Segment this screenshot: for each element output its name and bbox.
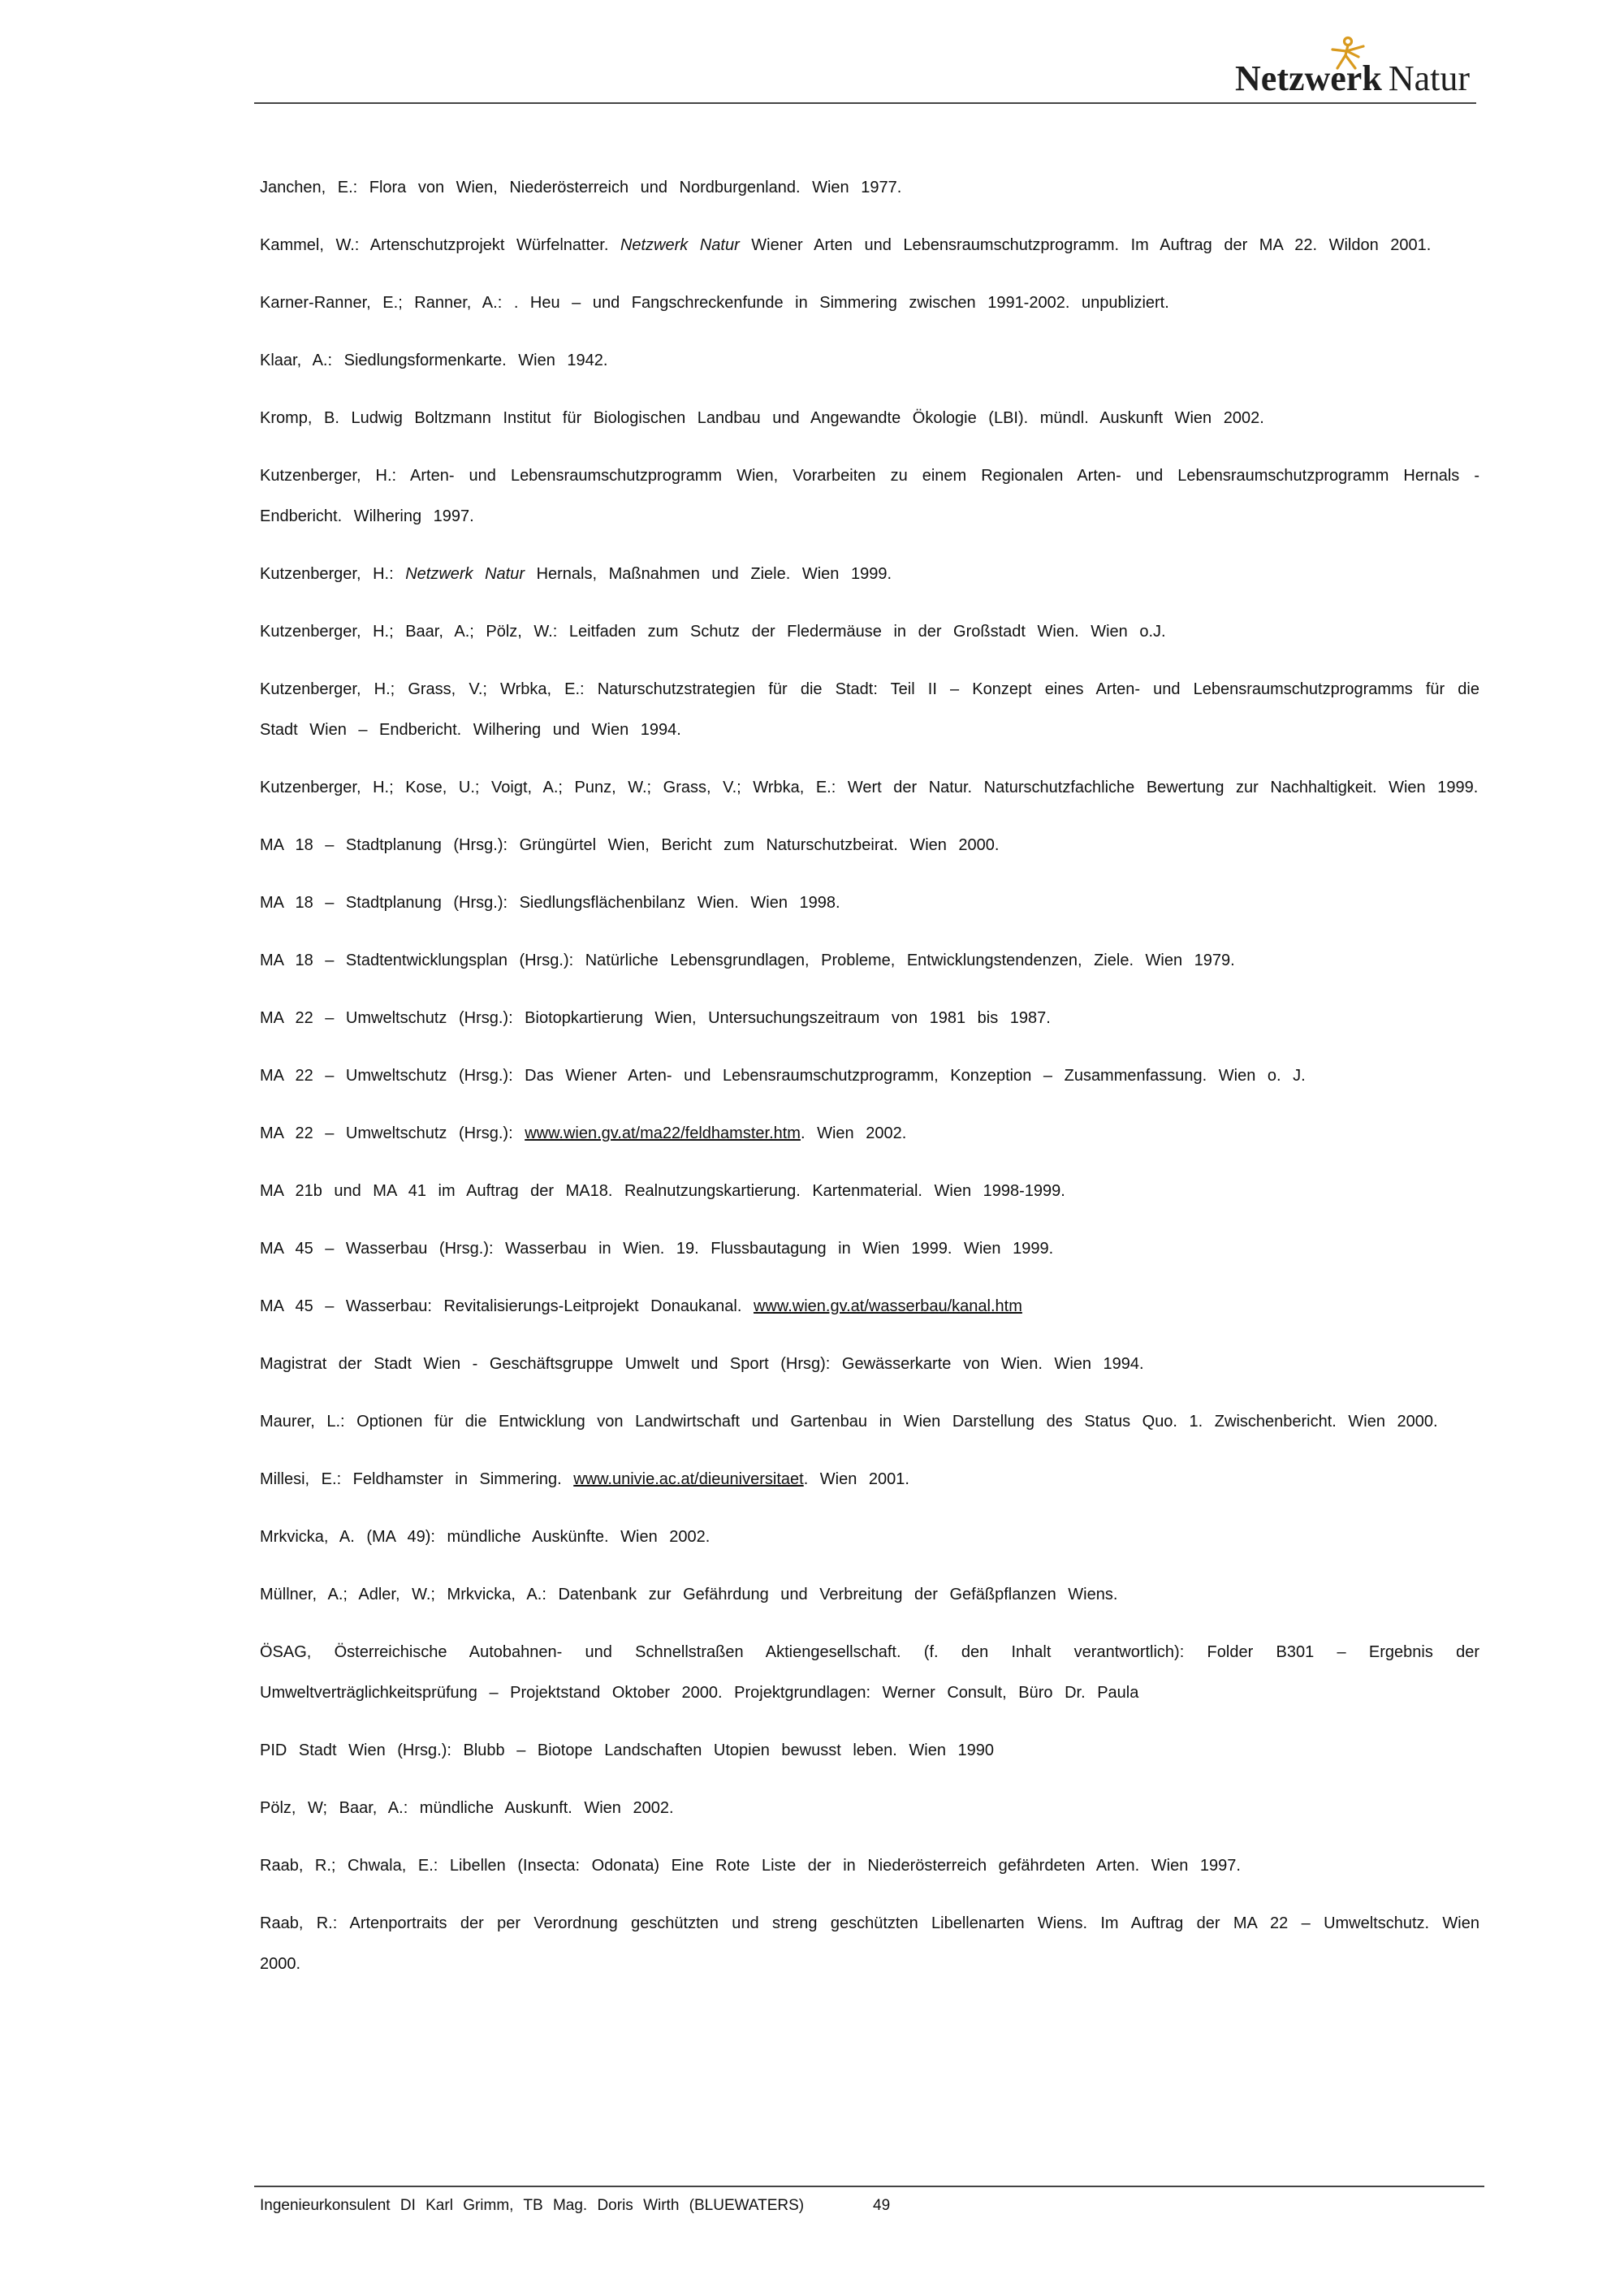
reference-entry: MA 18 – Stadtplanung (Hrsg.): Grüngürtel Wien, Bericht zum Naturschutzbeirat. Wien 2000. <box>260 836 1000 854</box>
reference-link[interactable]: www.wien.gv.at/ma22/feldhamster.htm <box>525 1124 801 1142</box>
reference-entry: Pölz, W; Baar, A.: mündliche Auskunft. Wien 2002. <box>260 1799 674 1817</box>
reference-entry: Müllner, A.; Adler, W.; Mrkvicka, A.: Datenbank zur Gefährdung und Verbreitung der Gefäßpflanzen Wiens. <box>260 1586 1118 1603</box>
reference-entry: Mrkvicka, A. (MA 49): mündliche Auskünfte. Wien 2002. <box>260 1528 710 1546</box>
reference-text: Wiener Arten und Lebensraumschutzprogramm. Im Auftrag der MA 22. Wildon 2001. <box>739 236 1432 254</box>
reference-text: Kutzenberger, H.: <box>260 565 406 583</box>
reference-text: Kammel, W.: Artenschutzprojekt Würfelnatter. <box>260 236 620 254</box>
reference-entry: ÖSAG, Österreichische Autobahnen- und Schnellstraßen Aktiengesellschaft. (f. den Inhalt verantwortlich): Folder B301 – Ergebnis der Umweltverträglichkeitsprüfung – Projektstand Oktober 2000. Projektgrundlagen: Werner Consult, Büro Dr. Paula <box>260 1643 1479 1702</box>
logo-word-natur: Natur <box>1388 58 1470 98</box>
reference-entry: Raab, R.: Artenportraits der per Verordnung geschützten und streng geschützten Libellenarten Wiens. Im Auftrag der MA 22 – Umweltschutz. Wien 2000. <box>260 1914 1479 1973</box>
reference-entry: Klaar, A.: Siedlungsformenkarte. Wien 1942. <box>260 352 608 369</box>
header-divider <box>254 102 1476 104</box>
reference-text: Hernals, Maßnahmen und Ziele. Wien 1999. <box>525 565 892 583</box>
reference-entry: MA 22 – Umweltschutz (Hrsg.): Biotopkartierung Wien, Untersuchungszeitraum von 1981 bis 1987. <box>260 1009 1051 1027</box>
reference-entry <box>260 1459 1479 1500</box>
reference-entry: MA 22 – Umweltschutz (Hrsg.): Das Wiener Arten- und Lebensraumschutzprogramm, Konzeption – Zusammenfassung. Wien o. J. <box>260 1067 1306 1085</box>
reference-entry: Magistrat der Stadt Wien - Geschäftsgruppe Umwelt und Sport (Hrsg): Gewässerkarte von Wien. Wien 1994. <box>260 1355 1144 1373</box>
page-footer <box>254 2186 1484 2218</box>
reference-entry: Kutzenberger, H.; Grass, V.; Wrbka, E.: Naturschutzstrategien für die Stadt: Teil II – Konzept eines Arten- und Lebensraumschutzprogramms für die Stadt Wien – Endbericht. Wilhering und Wien 1994. <box>260 680 1479 739</box>
page-header <box>254 24 1476 104</box>
logo-wordmark <box>1202 58 1470 99</box>
reference-entry: Karner-Ranner, E.; Ranner, A.: . Heu – und Fangschreckenfunde in Simmering zwischen 1991-2002. unpubliziert. <box>260 294 1169 312</box>
reference-text: Millesi, E.: Feldhamster in Simmering. <box>260 1470 574 1488</box>
reference-entry: MA 18 – Stadtplanung (Hrsg.): Siedlungsflächenbilanz Wien. Wien 1998. <box>260 894 840 912</box>
reference-italic-title: Netzwerk Natur <box>620 236 740 254</box>
reference-entry: Kutzenberger, H.; Kose, U.; Voigt, A.; Punz, W.; Grass, V.; Wrbka, E.: Wert der Natur. Naturschutzfachliche Bewertung zur Nachhaltigkeit. Wien 1999. <box>260 779 1479 796</box>
reference-text: MA 45 – Wasserbau: Revitalisierungs-Leitprojekt Donaukanal. <box>260 1297 754 1315</box>
reference-entry <box>260 1286 1479 1327</box>
reference-entry: Kutzenberger, H.: Arten- und Lebensraumschutzprogramm Wien, Vorarbeiten zu einem Regionalen Arten- und Lebensraumschutzprogramm Hernals - Endbericht. Wilhering 1997. <box>260 467 1479 525</box>
reference-text: MA 22 – Umweltschutz (Hrsg.): <box>260 1124 525 1142</box>
reference-entry: Kromp, B. Ludwig Boltzmann Institut für Biologischen Landbau und Angewandte Ökologie (LBI). mündl. Auskunft Wien 2002. <box>260 409 1264 427</box>
reference-entry: Janchen, E.: Flora von Wien, Niederösterreich und Nordburgenland. Wien 1977. <box>260 179 902 196</box>
reference-entry <box>260 1113 1479 1154</box>
footer-authors: Ingenieurkonsulent DI Karl Grimm, TB Mag. Doris Wirth (BLUEWATERS) <box>260 2197 805 2214</box>
reference-entry: Raab, R.; Chwala, E.: Libellen (Insecta: Odonata) Eine Rote Liste der in Niederösterreich gefährdeten Arten. Wien 1997. <box>260 1857 1241 1875</box>
reference-entry <box>260 225 1479 265</box>
footer-divider <box>254 2186 1484 2187</box>
reference-link[interactable]: www.univie.ac.at/dieuniversitaet <box>573 1470 804 1488</box>
reference-italic-title: Netzwerk Natur <box>405 565 525 583</box>
reference-entry: Maurer, L.: Optionen für die Entwicklung von Landwirtschaft und Gartenbau in Wien Darstellung des Status Quo. 1. Zwischenbericht. Wien 2000. <box>260 1413 1438 1431</box>
logo-word-netzwerk: Netzwerk <box>1235 58 1382 98</box>
reference-entry: MA 18 – Stadtentwicklungsplan (Hrsg.): Natürliche Lebensgrundlagen, Probleme, Entwicklungstendenzen, Ziele. Wien 1979. <box>260 952 1235 969</box>
reference-entry: MA 21b und MA 41 im Auftrag der MA18. Realnutzungskartierung. Kartenmaterial. Wien 1998-1999. <box>260 1182 1065 1200</box>
reference-text: . Wien 2002. <box>800 1124 907 1142</box>
reference-text: . Wien 2001. <box>803 1470 909 1488</box>
reference-link[interactable]: www.wien.gv.at/wasserbau/kanal.htm <box>753 1297 1022 1315</box>
reference-list <box>260 167 1479 2001</box>
reference-entry: Kutzenberger, H.; Baar, A.; Pölz, W.: Leitfaden zum Schutz der Fledermäuse in der Großstadt Wien. Wien o.J. <box>260 623 1166 641</box>
netzwerk-natur-logo <box>1202 31 1470 102</box>
reference-entry: PID Stadt Wien (Hrsg.): Blubb – Biotope Landschaften Utopien bewusst leben. Wien 1990 <box>260 1741 995 1759</box>
reference-entry: MA 45 – Wasserbau (Hrsg.): Wasserbau in Wien. 19. Flussbautagung in Wien 1999. Wien 1999. <box>260 1240 1054 1258</box>
page-number: 49 <box>873 2197 891 2214</box>
reference-entry <box>260 554 1479 594</box>
